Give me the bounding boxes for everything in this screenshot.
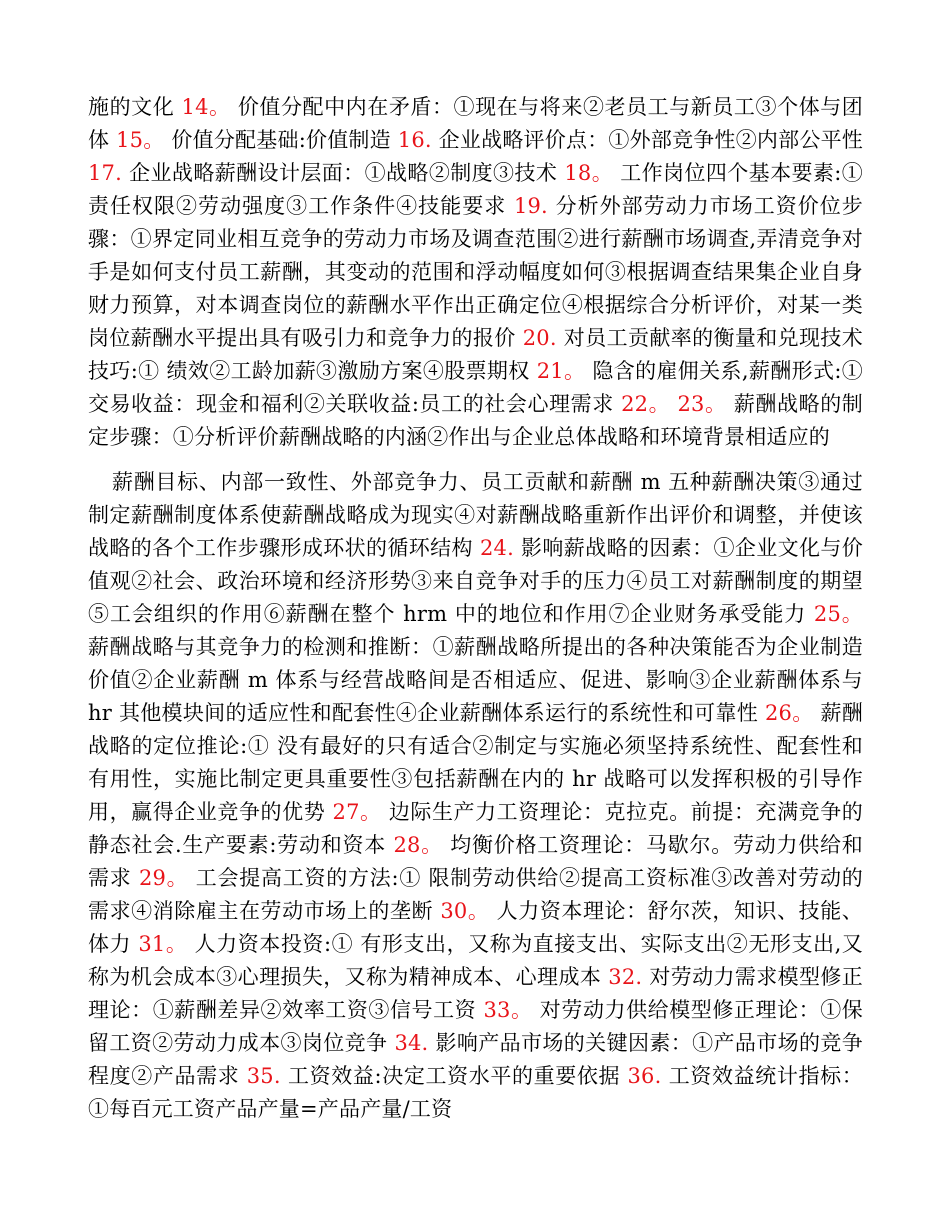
- item-number: 30。: [440, 899, 490, 923]
- text-block-1: [88, 91, 863, 454]
- body-text: 影响薪战略的因素：①企业文化与价值观②社会、政治环境和经济形势③来自竞争对手的压力④员工对薪酬制度的期望⑤工会组织的作用⑥薪酬在整个 hrm 中的地位和作用⑦企业财务承受能力: [88, 536, 863, 626]
- item-number: 27。: [332, 800, 382, 824]
- item-number: 34.: [394, 1031, 429, 1055]
- item-number: 19.: [513, 194, 548, 218]
- body-text: 人力资本理论：舒尔茨，知识、技能、体力: [88, 899, 863, 956]
- body-text: 薪酬战略的定位推论:① 没有最好的只有适合②制定与实施必须坚持系统性、配套性和有用性，实施比制定更具重要性③包括薪酬在内的 hr 战略可以发挥积极的引导作用，赢得企业竞争的优势: [88, 701, 863, 824]
- body-text: 对劳动力供给模型修正理论：①保留工资②劳动力成本③岗位竞争: [88, 998, 863, 1055]
- item-number: 26。: [764, 701, 814, 725]
- item-number: 29。: [138, 866, 189, 890]
- body-text: 对劳动力需求模型修正理论：①薪酬差异②效率工资③信号工资: [88, 965, 863, 1022]
- body-text: 工资效益统计指标：①每百元工资产品产量=产品产量/工资: [88, 1064, 863, 1121]
- item-number: 15。: [116, 128, 165, 152]
- body-text: 薪酬战略与其竞争力的检测和推断：①薪酬战略所提出的各种决策能否为企业制造价值②企业薪酬 m 体系与经营战略间是否相适应、促进、影响③企业薪酬体系与 hr 其他模块间的适应性和配套性④企业薪酬体系运行的系统性和可靠性: [88, 635, 863, 725]
- item-number: 20.: [522, 326, 557, 350]
- item-number: 24.: [479, 536, 514, 560]
- item-number: 35.: [246, 1064, 281, 1088]
- body-text: 企业战略薪酬设计层面：①战略②制度③技术: [122, 161, 565, 185]
- body-text: 薪酬目标、内部一致性、外部竞争力、员工贡献和薪酬 m 五种薪酬决策③通过制定薪酬制度体系使薪酬战略成为现实④对薪酬战略重新作出评价和调整，并使该战略的各个工作步骤形成环状的循环结构: [88, 470, 863, 560]
- body-text: 人力资本投资:① 有形支出，又称为直接支出、实际支出②无形支出,又称为机会成本③心理损失，又称为精神成本、心理成本: [88, 932, 863, 989]
- item-number: 33。: [483, 998, 533, 1022]
- body-text: 边际生产力工资理论：克拉克。前提：充满竞争的静态社会.生产要素:劳动和资本: [88, 800, 863, 857]
- body-text: 隐含的雇佣关系,薪酬形式:① 交易收益：现金和福利②关联收益:员工的社会心理需求: [88, 359, 863, 416]
- body-text: 价值分配中内在矛盾：①现在与将来②老员工与新员工③个体与团体: [88, 95, 863, 152]
- text-block-2: [88, 466, 863, 1126]
- body-text: 影响产品市场的关键因素：①产品市场的竞争程度②产品需求: [88, 1031, 863, 1088]
- body-text: 对员工贡献率的衡量和兑现技术技巧:① 绩效②工龄加薪③激励方案④股票期权: [88, 326, 863, 383]
- item-number: 25。: [813, 602, 863, 626]
- item-number: 23。: [677, 392, 727, 416]
- item-number: 21。: [536, 359, 586, 383]
- body-text: 工作岗位四个基本要素:① 责任权限②劳动强度③工作条件④技能要求: [88, 161, 863, 218]
- item-number: 36.: [627, 1064, 662, 1088]
- body-text: 价值分配基础:价值制造: [164, 128, 398, 152]
- body-text: 工资效益:决定工资水平的重要依据: [280, 1064, 628, 1088]
- item-number: 32.: [608, 965, 643, 989]
- body-text: 薪酬战略的制定步骤：①分析评价薪酬战略的内涵②作出与企业总体战略和环境背景相适应的: [88, 392, 863, 449]
- item-number: 17.: [88, 161, 122, 185]
- item-number: 16.: [397, 128, 432, 152]
- item-number: 31。: [138, 932, 188, 956]
- item-number: 22。: [621, 392, 671, 416]
- body-text: 施的文化: [88, 95, 182, 119]
- item-number: 18。: [564, 161, 614, 185]
- body-text: 企业战略评价点：①外部竞争性②内部公平性: [431, 128, 864, 152]
- item-number: 28。: [393, 833, 443, 857]
- item-number: 14。: [181, 95, 231, 119]
- body-text: 均衡价格工资理论：马歇尔。劳动力供给和需求: [88, 833, 864, 890]
- body-text: 分析外部劳动力市场工资价位步骤：①界定同业相互竞争的劳动力市场及调查范围②进行薪酬市场调查,弄清竞争对手是如何支付员工薪酬，其变动的范围和浮动幅度如何③根据调查结果集企业自身财力预算，对本调查岗位的薪酬水平作出正确定位④根据综合分析评价，对某一类岗位薪酬水平提出具有吸引力和竞争力的报价: [88, 194, 863, 350]
- body-text: 工会提高工资的方法:① 限制劳动供给②提高工资标准③改善对劳动的需求④消除雇主在劳动市场上的垄断: [88, 866, 864, 923]
